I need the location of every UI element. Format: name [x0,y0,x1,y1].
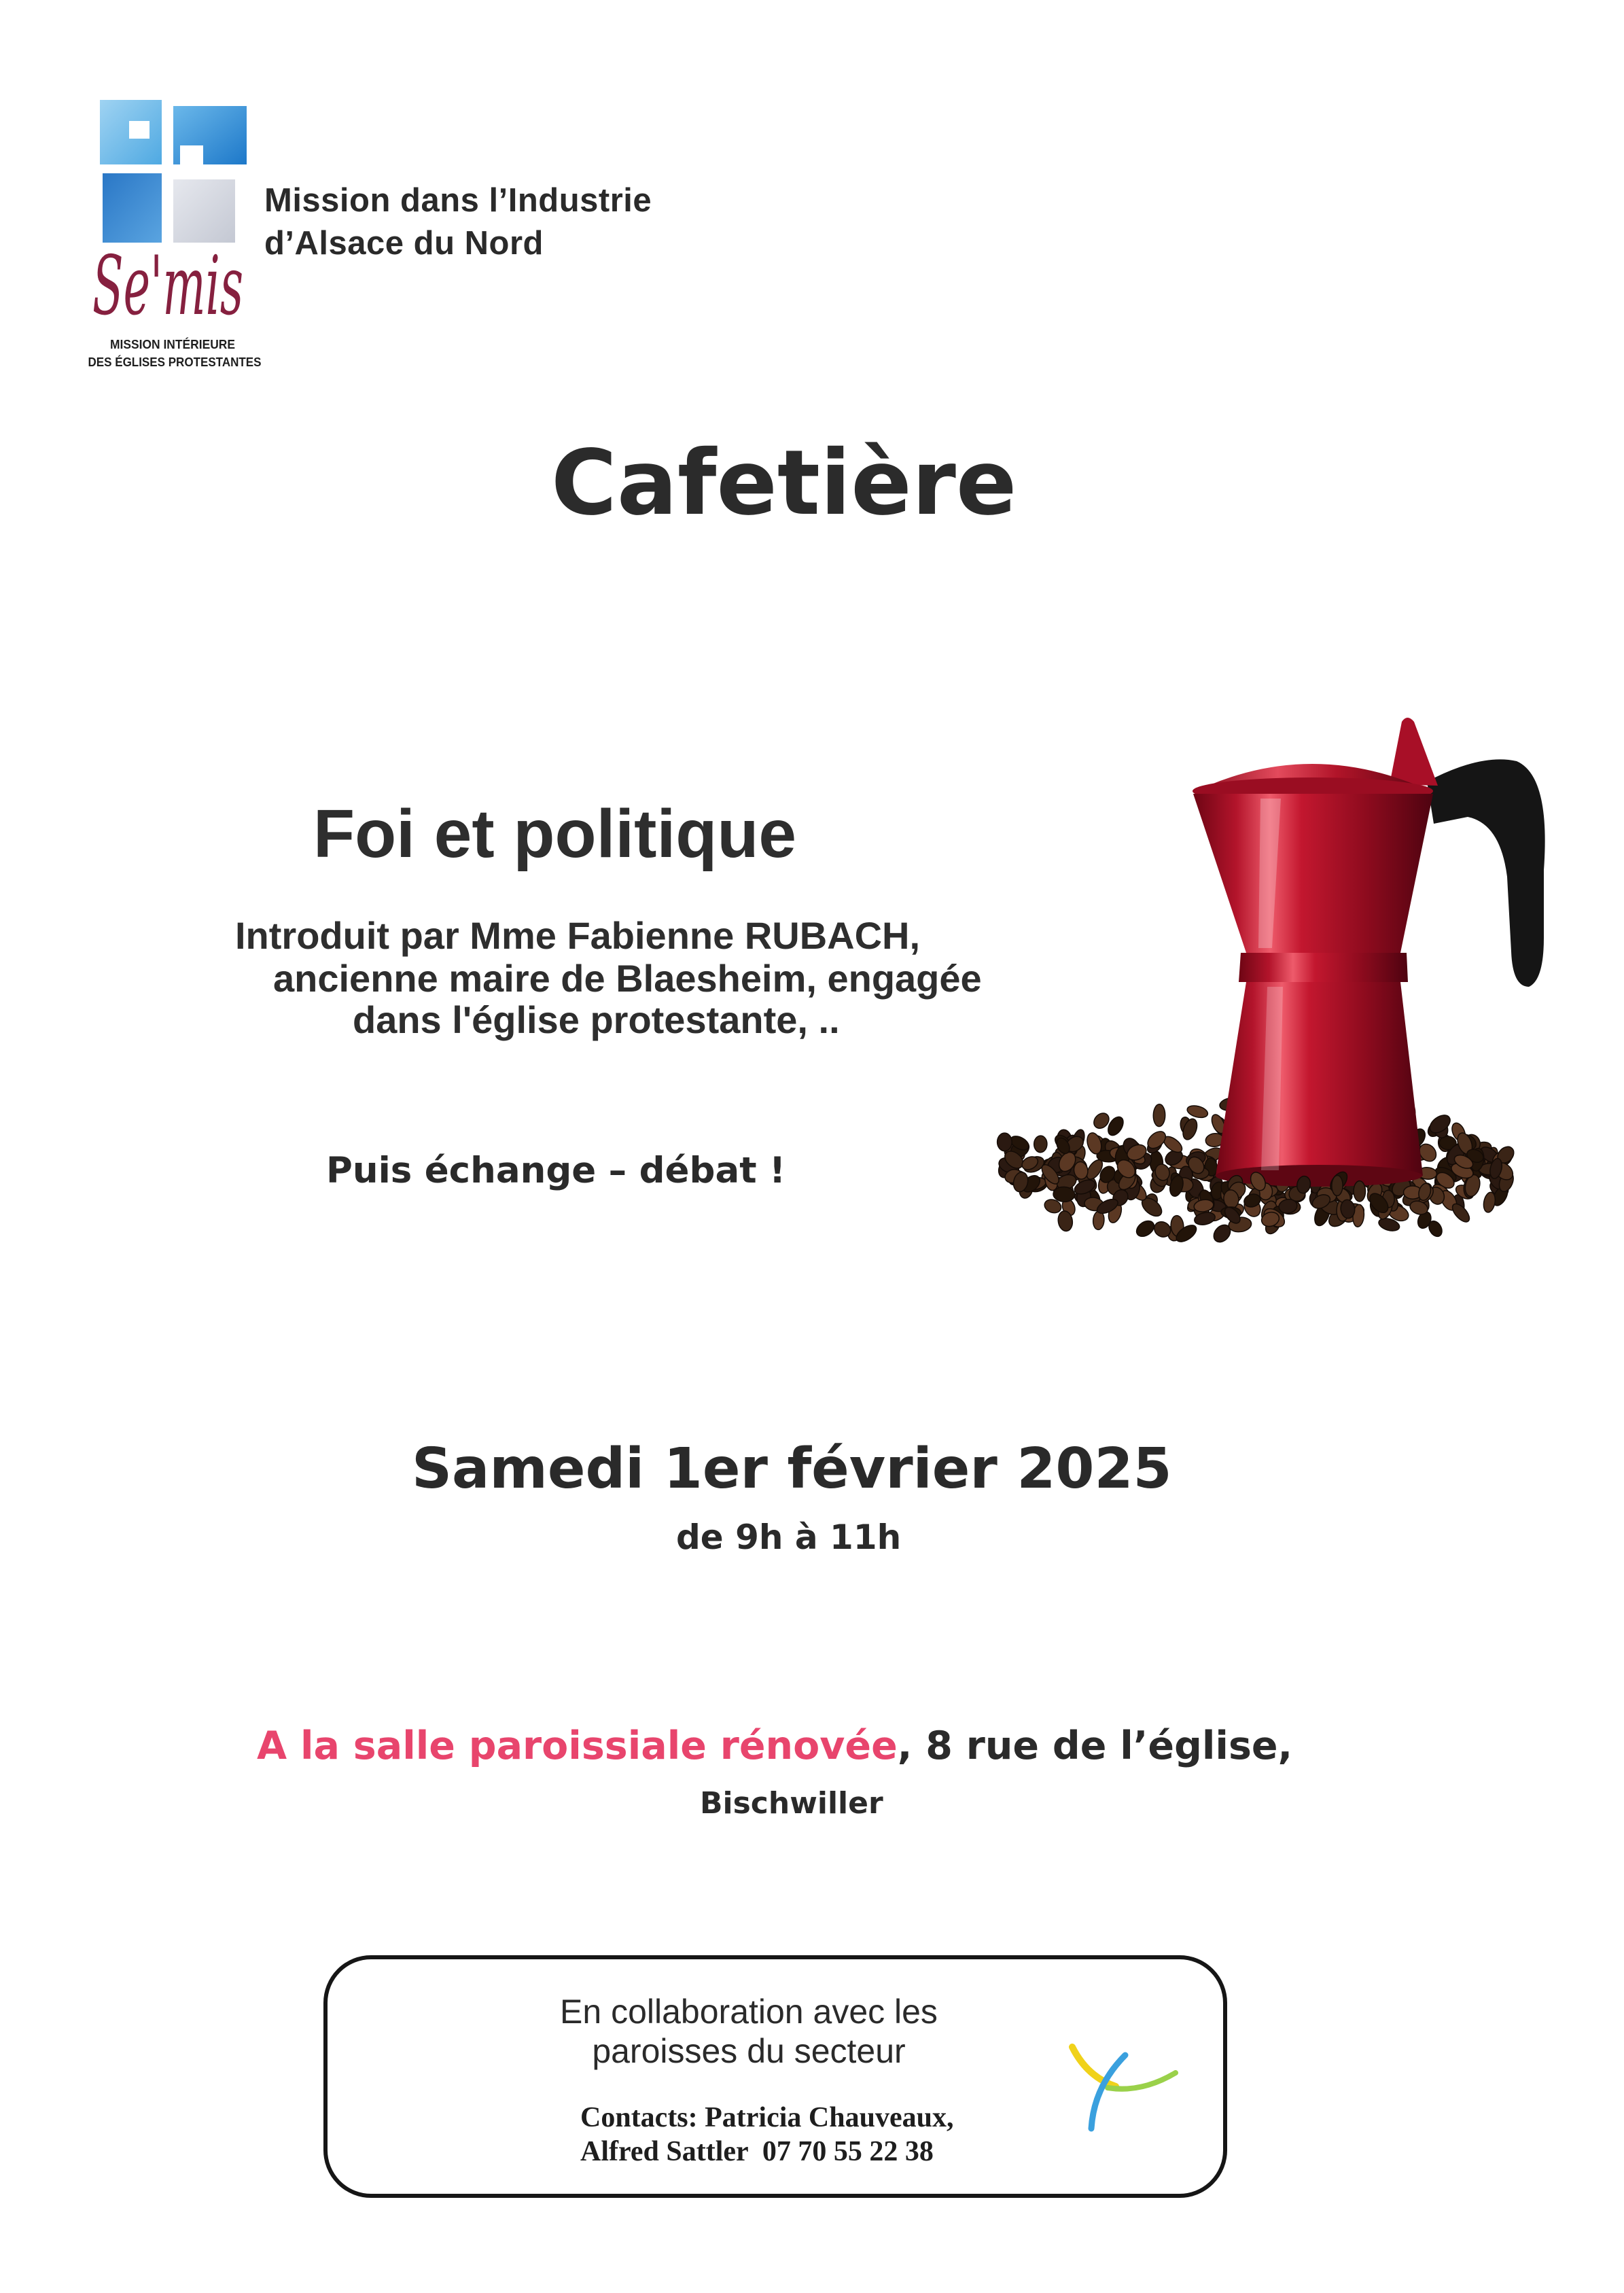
logo-caption-line-1: MISSION INTÉRIEURE [110,338,240,351]
pot-lower-chamber [1216,982,1423,1176]
event-time: de 9h à 11h [676,1518,902,1557]
pot-base [1216,1165,1422,1187]
venue-address: , 8 rue de l’église, [897,1723,1293,1768]
event-city: Bischwiller [700,1786,883,1821]
semis-logo [0,0,285,381]
coffee-bean [1133,1218,1157,1240]
collaboration-line: En collaboration avec les [560,1993,938,2031]
venue-highlight: A la salle paroissiale rénovée [257,1723,898,1768]
pot-upper-chamber [1193,794,1433,953]
intro-line: dans l'église protestante, .. [353,998,840,1041]
pot-waist [1239,953,1408,982]
contact-line: Alfred Sattler 07 70 55 22 38 [580,2136,934,2167]
discussion-call: Puis échange – débat ! [326,1150,786,1191]
collaboration-text [557,1992,940,2071]
logo-wordmark: Se'mis [92,239,243,334]
page-title: Cafetière [551,431,1017,536]
coffee-bean [998,1133,1012,1151]
logo-caption-line-2: DES ÉGLISES PROTESTANTES [88,355,272,369]
partner-logo-icon [1067,2039,1182,2168]
intro-line: ancienne maire de Blaesheim, engagée [273,957,982,1000]
moka-pot [1193,718,1545,1187]
coffee-bean [1186,1104,1209,1119]
intro-line: Introduit par Mme Fabienne RUBACH, [235,914,921,957]
coffee-bean [1482,1191,1497,1214]
coffee-bean [1034,1136,1047,1153]
coffee-bean [1354,1181,1365,1202]
event-date: Samedi 1er février 2025 [412,1437,1172,1501]
organization-name-line-2: d’Alsace du Nord [264,225,544,262]
contact-line: Contacts: Patricia Chauveaux, [580,2102,954,2133]
coffee-pot-illustration [992,714,1556,1250]
topic-heading: Foi et politique [313,796,797,872]
organization-name-line-1: Mission dans l’Industrie [264,182,652,219]
coffee-bean [1332,1175,1343,1195]
collaboration-line: paroisses du secteur [592,2032,906,2070]
pot-spout [1390,718,1438,786]
coffee-bean [1153,1104,1165,1127]
event-venue [257,1723,1293,1768]
pot-handle [1427,759,1545,987]
cross-squares-icon [100,100,247,243]
contacts [580,2101,953,2169]
